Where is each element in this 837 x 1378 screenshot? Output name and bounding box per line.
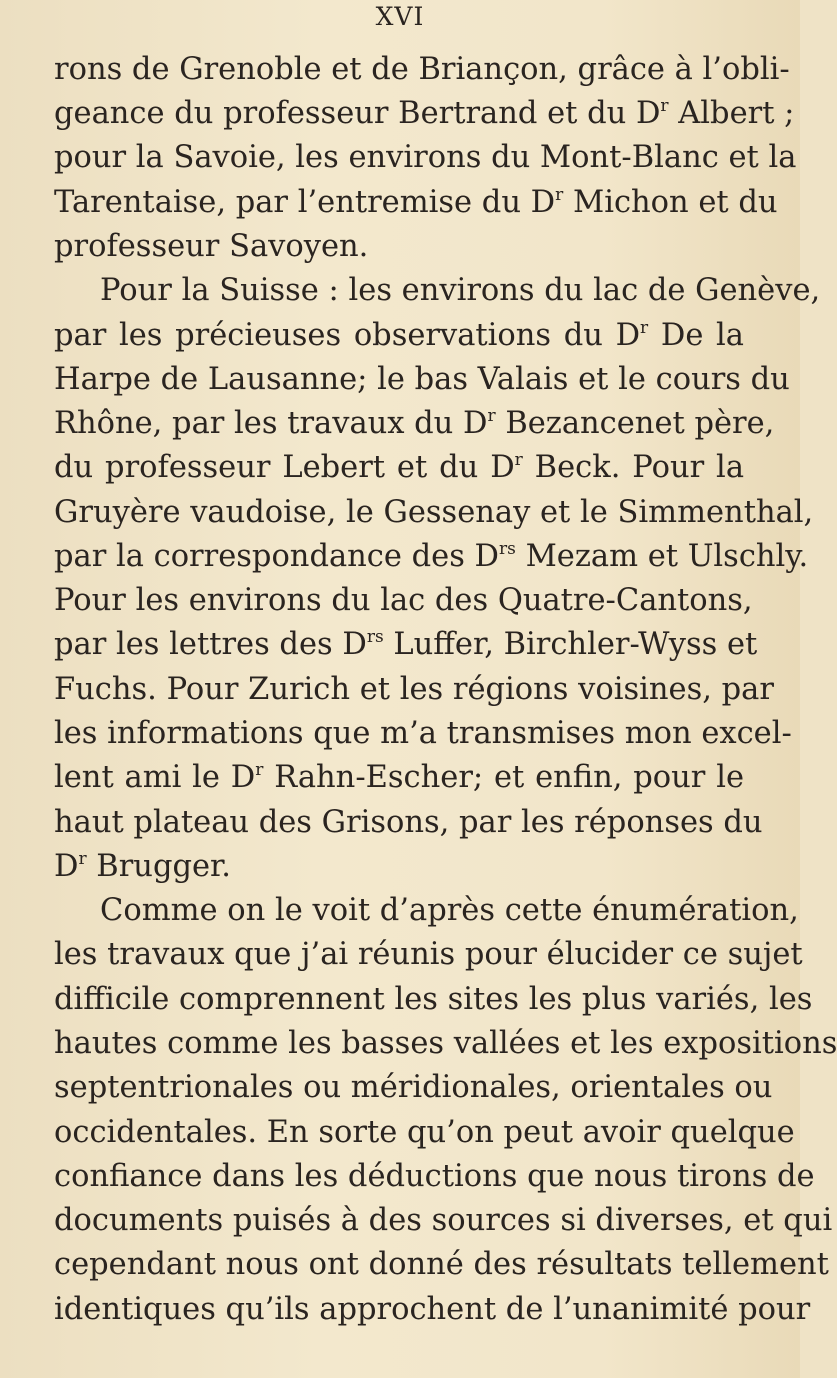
text-line-22: difficile comprennent les sites les plus variés, les [54,982,813,1017]
text-line-10: du professeur Lebert et du $D^r$ Beck. Pour la [54,450,744,485]
text-line-28: cependant nous ont donné des résultats tellement [54,1247,829,1282]
text-line-11: Gruyère vaudoise, le Gessenay et le Simmenthal, [54,495,814,530]
text-line-25: occidentales. En sorte qu’on peut avoir quelque [54,1115,795,1150]
text-line-13: Pour les environs du lac des Quatre-Cantons, [54,583,753,618]
text-line-5: professeur Savoyen. [54,229,369,264]
text-line-2: geance du professeur Bertrand et du $D^r$ Albert ; [54,96,795,131]
text-line-29: identiques qu’ils approchent de l’unanimité pour [54,1292,811,1327]
text-line-20: Comme on le voit d’après cette énumération, [100,893,799,928]
page-folio: XVI [375,2,425,31]
text-line-12: par la correspondance des $D^{rs}$ Mezam et Ulschly. [54,539,809,574]
text-line-4: Tarentaise, par l’entremise du $D^r$ Michon et du [54,185,778,220]
text-line-19: $D^r$ Brugger. [54,849,231,884]
text-line-8: Harpe de Lausanne; le bas Valais et le cours du [54,362,790,397]
text-line-7: par les précieuses observations du $D^r$ De la [54,318,744,353]
text-line-15: Fuchs. Pour Zurich et les régions voisines, par [54,672,774,707]
text-line-26: confiance dans les déductions que nous tirons de [54,1159,815,1194]
text-line-21: les travaux que j’ai réunis pour élucider ce sujet [54,937,803,972]
text-line-3: pour la Savoie, les environs du Mont-Blanc et la [54,140,797,175]
text-line-17: lent ami le $D^r$ Rahn-Escher; et enfin, pour le [54,760,744,795]
text-line-23: hautes comme les basses vallées et les expositions [54,1026,837,1061]
text-line-6: Pour la Suisse : les environs du lac de Genève, [100,273,821,308]
text-line-14: par les lettres des $D^{rs}$ Luffer, Birchler-Wyss et [54,627,758,662]
text-line-1: rons de Grenoble et de Briançon, grâce à l’obli- [54,52,790,87]
text-line-9: Rhône, par les travaux du $D^r$ Bezancenet père, [54,406,775,441]
text-line-16: les informations que m’a transmises mon excel- [54,716,792,751]
text-line-18: haut plateau des Grisons, par les réponses du [54,805,763,840]
text-line-27: documents puisés à des sources si diverses, et qui [54,1203,833,1238]
text-line-24: septentrionales ou méridionales, orientales ou [54,1070,773,1105]
